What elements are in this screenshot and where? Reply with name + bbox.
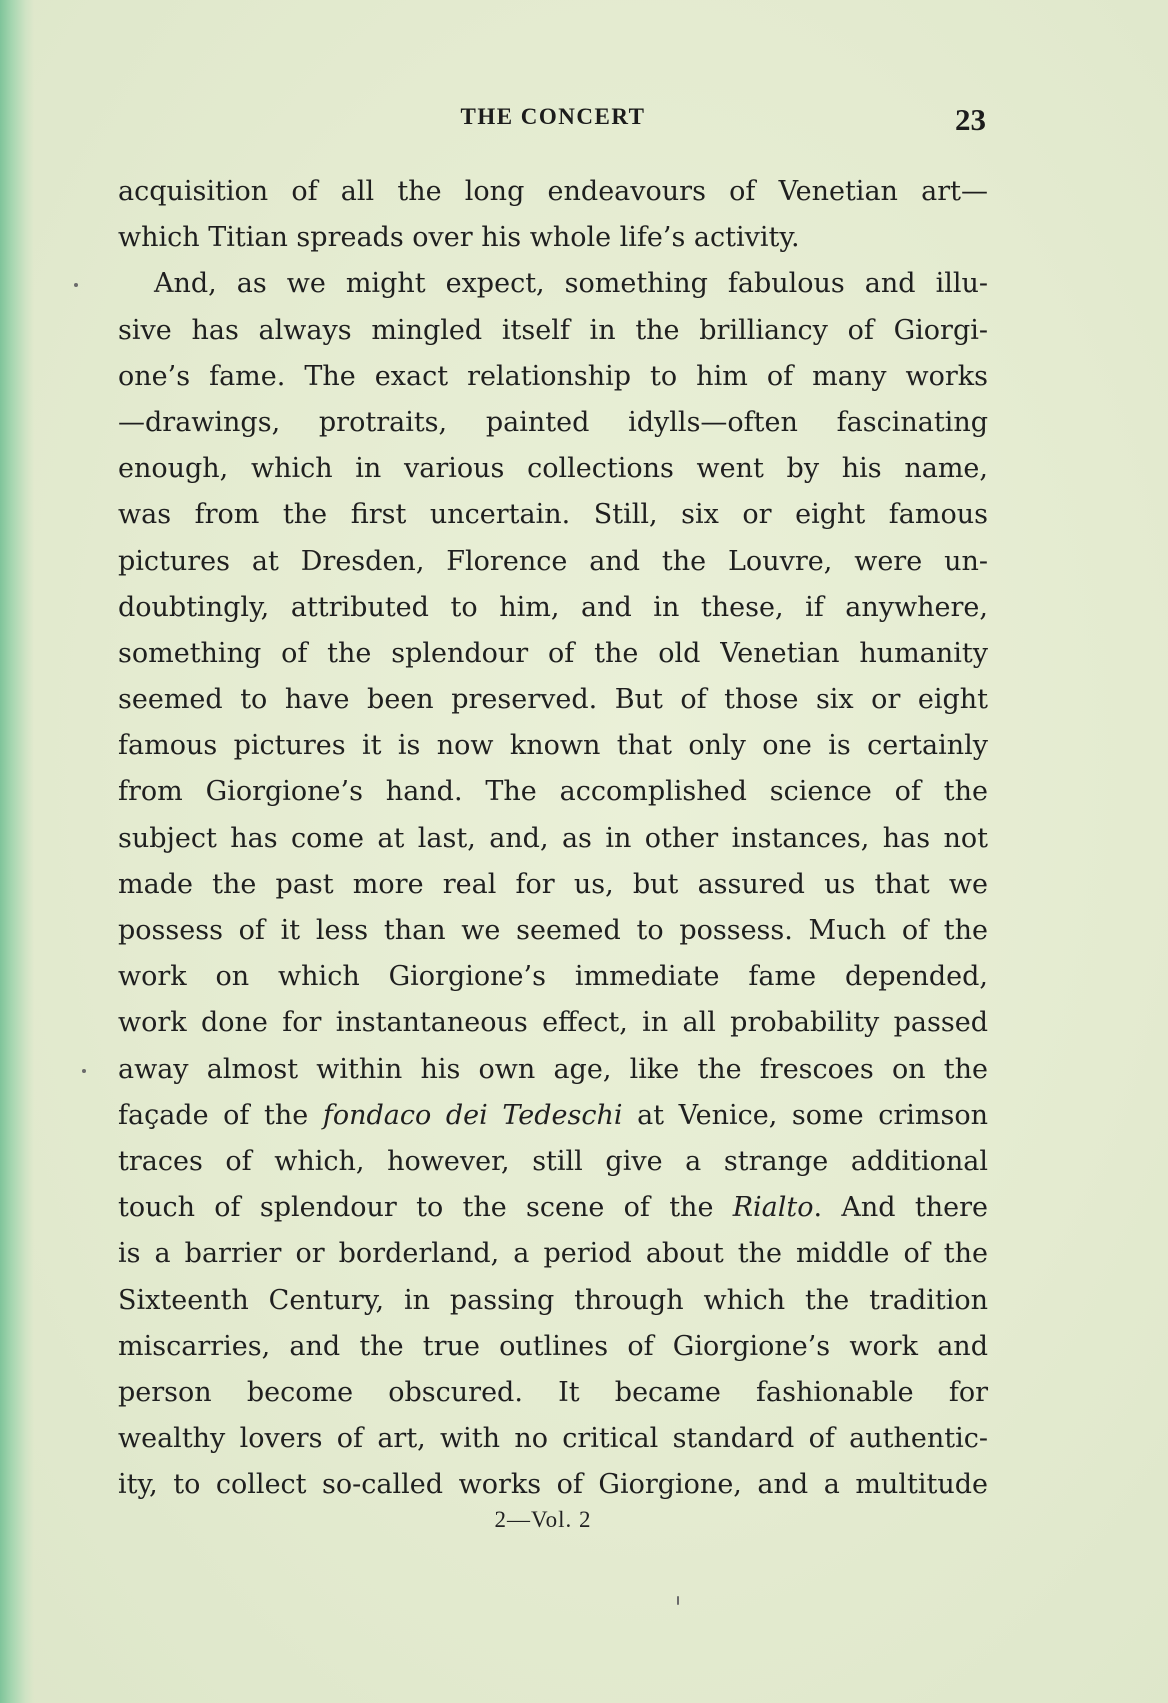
text-line: was from the first uncertain. Still, six or eight famous — [118, 499, 988, 531]
text-line: Sixteenth Century, in passing through which the tradition — [118, 1284, 988, 1316]
paper-speck — [677, 1596, 679, 1605]
text-line: one’s fame. The exact relationship to him of many works — [118, 360, 988, 392]
text-line: traces of which, however, still give a strange additional — [118, 1145, 988, 1177]
text-line: which Titian spreads over his whole life’s activity. — [118, 222, 800, 254]
page-header — [118, 104, 988, 144]
text-line: enough, which in various collections went by his name, — [118, 453, 988, 485]
text-line: work done for instantaneous effect, in all probability passed — [118, 1007, 988, 1039]
italic-phrase: Rialto — [732, 1192, 814, 1224]
text-line: seemed to have been preserved. But of those six or eight — [118, 684, 988, 716]
page-number: 23 — [955, 102, 986, 137]
text-line: possess of it less than we seemed to possess. Much of the — [118, 915, 988, 946]
text-line: work on which Giorgione’s immediate fame depended, — [118, 961, 988, 993]
text-line: subject has come at last, and, as in other instances, has not — [118, 822, 988, 854]
page-gutter-shadow — [0, 0, 34, 1703]
text-line: sive has always mingled itself in the brilliancy of Giorgi- — [118, 314, 988, 346]
text-line: miscarries, and the true outlines of Giorgione’s work and — [118, 1330, 988, 1362]
text-line: famous pictures it is now known that only one is certainly — [118, 730, 988, 762]
signature-mark: 2—Vol. 2 — [494, 1507, 592, 1532]
paper-speck — [74, 283, 78, 287]
text-line: wealthy lovers of art, with no critical standard of authentic- — [118, 1423, 988, 1455]
text-line: touch of splendour to the scene of the Rialto. And there — [118, 1192, 988, 1224]
text-line: And, as we might expect, something fabulous and illu- — [154, 268, 988, 300]
text-line: doubtingly, attributed to him, and in these, if anywhere, — [118, 591, 988, 623]
text-line: away almost within his own age, like the frescoes on the — [118, 1053, 988, 1085]
body-text — [118, 169, 988, 1508]
italic-phrase: fondaco dei Tedeschi — [322, 1099, 623, 1131]
text-line: —drawings, protraits, painted idylls—often fascinating — [118, 406, 988, 438]
text-line: is a barrier or borderland, a period about the middle of the — [118, 1238, 988, 1270]
text-line: made the past more real for us, but assured us that we — [118, 868, 988, 900]
running-head: THE CONCERT — [460, 104, 646, 129]
text-line: person become obscured. It became fashionable for — [118, 1376, 988, 1408]
text-line: acquisition of all the long endeavours of Venetian art— — [118, 176, 988, 207]
text-line: façade of the fondaco dei Tedeschi at Venice, some crimson — [118, 1099, 988, 1131]
paper-speck — [82, 1069, 86, 1073]
text-line: ity, to collect so-called works of Giorgione, and a multitude — [118, 1469, 988, 1501]
text-line: from Giorgione’s hand. The accomplished science of the — [118, 776, 988, 808]
text-line: something of the splendour of the old Venetian humanity — [118, 637, 988, 669]
text-line: pictures at Dresden, Florence and the Louvre, were un- — [118, 545, 988, 577]
